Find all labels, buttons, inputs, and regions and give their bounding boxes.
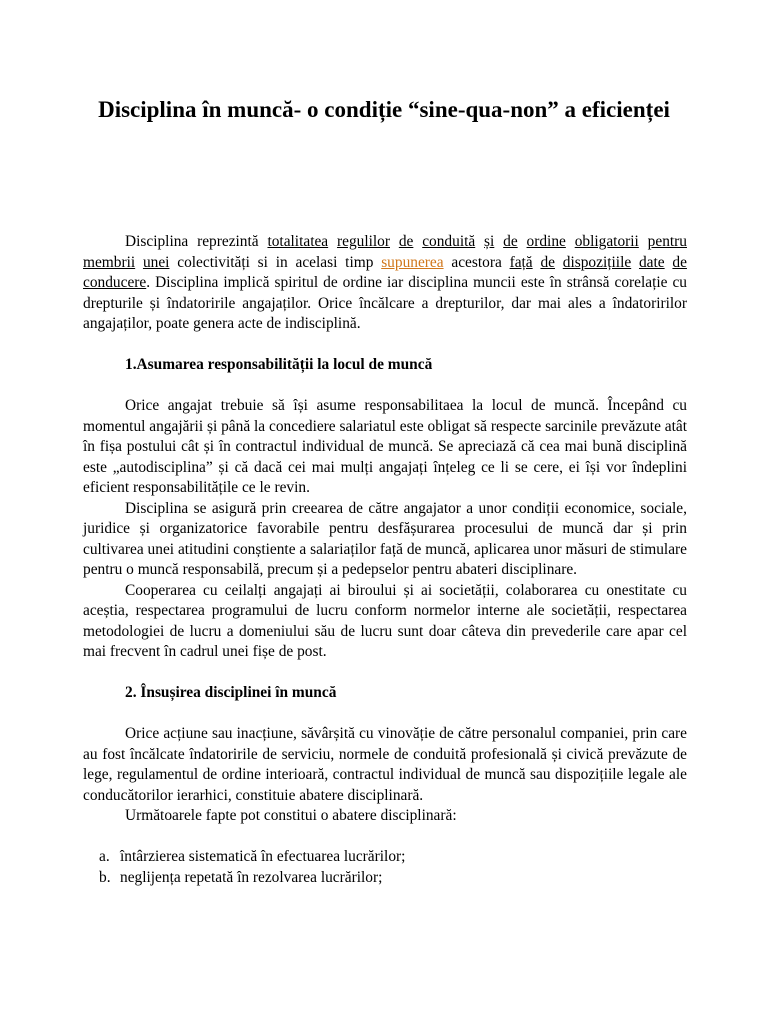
section-1-heading: 1.Asumarea responsabilității la locul de muncă: [125, 356, 433, 373]
section-1-paragraph-1: Orice angajat trebuie să își asume responsabilitaea la locul de muncă. Începând cu momentul angajării și până la concediere salariatul este obligat să respecte sarcinile prevăzute atât în fișa postului cât și în contractul individual de muncă. Se apreciază că cea mai bună disciplină este „autodisciplina” și că dacă cei mai mulți angajați înțeleg ce li se cere, ei își vor îndeplini eficient responsabilitățile ce le revin.: [83, 397, 687, 496]
list-item-text: întârzierea sistematică în efectuarea lucrărilor;: [120, 848, 406, 865]
document-body: [83, 232, 687, 888]
intro-text-3: acestora: [443, 253, 510, 271]
intro-text-1: Disciplina reprezintă: [125, 233, 268, 250]
list-marker: b.: [99, 868, 111, 886]
link-unei[interactable]: unei: [142, 253, 170, 271]
intro-paragraph: [83, 232, 687, 335]
section-2-heading: 2. Însușirea disciplinei în muncă: [125, 684, 337, 701]
intro-text-2: colectivități si in acelasi timp: [169, 253, 382, 271]
document-title: Disciplina în muncă- o condiție “sine-qua-non” a eficienței: [98, 97, 670, 122]
spacer: [83, 663, 687, 684]
link-membrii[interactable]: membrii: [83, 253, 136, 271]
intro-text-4: . Disciplina implică spiritul de ordine iar disciplina muncii este în strânsă corelație cu drepturile și îndatoririle angajaților. Orice încălcare a drepturilor, dar mai ales a îndatoririlor angajaților, poate genera acte de indisciplină.: [83, 274, 687, 332]
violations-list: [83, 847, 687, 888]
section-1-paragraph-3: Cooperarea cu ceilalți angajați ai biroului și ai societății, colaborarea cu onestitate cu aceștia, respectarea programului de lucru conform normelor interne ale societății, respectarea metodologiei de lucru a domeniului său de lucru sunt doar câteva din prevederile care apar cel mai frecvent în cadrul unei fișe de post.: [83, 581, 687, 660]
spacer: [83, 704, 687, 725]
section-1-paragraph-2: Disciplina se asigură prin creearea de către angajator a unor condiții economice, sociale, juridice și organizatorice favorabile pentru desfășurarea procesului de muncă dar și prin cultivarea unei atitudini conștiente a salariaților față de muncă, aplicarea unor măsuri de stimulare pentru o muncă responsabilă, precum și a pedepselor pentru abateri disciplinare.: [83, 499, 687, 578]
link-de-2[interactable]: de: [503, 233, 518, 250]
list-item: [83, 847, 687, 868]
link-de-4[interactable]: de: [672, 253, 687, 271]
spacer: [83, 827, 687, 848]
link-regulilor[interactable]: regulilor: [336, 233, 390, 250]
list-item-text: neglijența repetată în rezolvarea lucrărilor;: [120, 868, 383, 886]
spacer: [83, 376, 687, 397]
link-obligatorii[interactable]: obligatorii: [574, 233, 639, 250]
spacer: [83, 335, 687, 356]
link-conduita[interactable]: conduită: [422, 233, 476, 250]
link-de[interactable]: de: [398, 233, 414, 250]
section-2-paragraph-2: Următoarele fapte pot constitui o abatere disciplinară:: [125, 807, 457, 824]
link-conducere[interactable]: conducere: [83, 274, 147, 291]
link-de-3[interactable]: de: [540, 253, 555, 271]
link-totalitatea[interactable]: totalitatea: [267, 233, 329, 250]
link-ordine[interactable]: ordine: [526, 233, 566, 250]
list-item: [83, 868, 687, 889]
section-2-paragraph-1: Orice acțiune sau inacțiune, săvârșită cu vinovăție de către personalul companiei, prin care au fost încălcate îndatoririle de serviciu, normele de conduită profesională și civică prevăzute de lege, regulamentul de ordine interioară, contractul individual de muncă sau dispozițiile legale ale conducătorilor ierarhici, constituie abatere disciplinară.: [83, 725, 687, 804]
link-date[interactable]: date: [638, 253, 665, 271]
link-supunerea[interactable]: supunerea: [381, 253, 444, 271]
list-marker: a.: [99, 848, 110, 865]
link-pentru[interactable]: pentru: [647, 233, 687, 250]
link-dispozitiile[interactable]: dispozițiile: [562, 253, 632, 271]
link-si[interactable]: și: [484, 233, 495, 250]
link-fata[interactable]: față: [509, 253, 533, 271]
